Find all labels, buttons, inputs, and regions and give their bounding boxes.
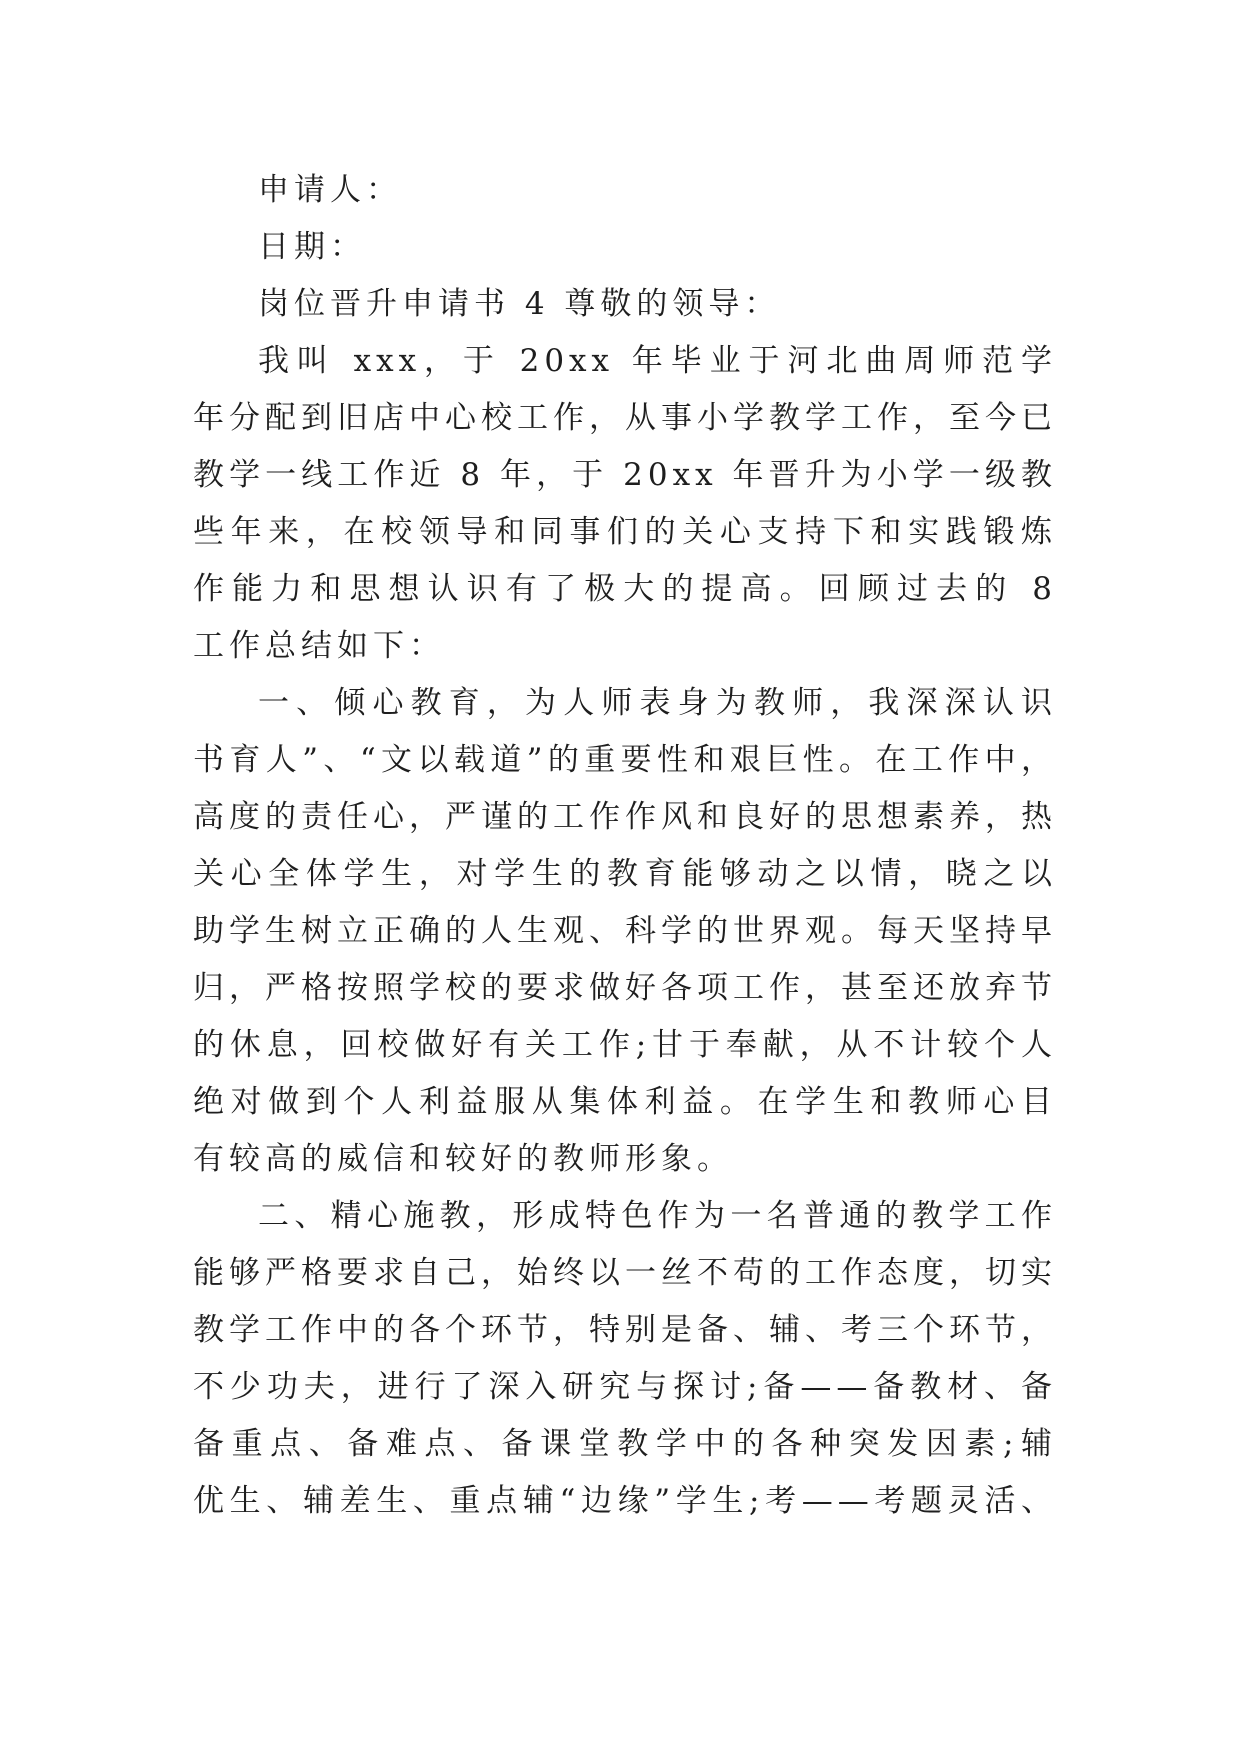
applicant-label: 申请人： xyxy=(258,172,402,208)
document-heading: 岗位晋升申请书 4 尊敬的领导： xyxy=(258,286,781,322)
paragraph-line: 二、精心施教，形成特色作为一名普通的教学工作 xyxy=(258,1198,1057,1234)
paragraph-section-two xyxy=(193,1188,1057,1530)
paragraph-line: 助学生树立正确的人生观、科学的世界观。每天坚持早 xyxy=(193,913,1057,949)
paragraph-line: 有较高的威信和较好的教师形象。 xyxy=(193,1141,733,1177)
paragraph-line: 作能力和思想认识有了极大的提高。回顾过去的 8 xyxy=(193,571,1057,607)
paragraph-line: 高度的责任心，严谨的工作作风和良好的思想素养，热 xyxy=(193,799,1057,835)
paragraph-line: 能够严格要求自己，始终以一丝不苟的工作态度，切实 xyxy=(193,1255,1057,1291)
paragraph-section-one xyxy=(193,675,1057,1188)
date-label: 日期： xyxy=(258,229,366,265)
paragraph-line: 教学一线工作近 8 年，于 20xx 年晋升为小学一级教 xyxy=(193,457,1057,493)
paragraph-line: 优生、辅差生、重点辅“边缘”学生;考——考题灵活、 xyxy=(193,1483,1057,1519)
paragraph-line: 关心全体学生，对学生的教育能够动之以情，晓之以 xyxy=(193,856,1057,892)
paragraph-line: 教学工作中的各个环节，特别是备、辅、考三个环节， xyxy=(193,1312,1057,1348)
paragraph-line: 我叫 xxx，于 20xx 年毕业于河北曲周师范学 xyxy=(258,343,1057,379)
document-body xyxy=(193,162,1057,1530)
paragraph-self-introduction xyxy=(193,333,1057,675)
paragraph-line: 书育人”、“文以载道”的重要性和艰巨性。在工作中， xyxy=(193,742,1057,778)
paragraph-line: 工作总结如下： xyxy=(193,628,445,664)
paragraph-line: 些年来，在校领导和同事们的关心支持下和实践锻炼 xyxy=(193,514,1057,550)
paragraph-line: 的休息，回校做好有关工作;甘于奉献，从不计较个人 xyxy=(193,1027,1057,1063)
paragraph-line: 绝对做到个人利益服从集体利益。在学生和教师心目 xyxy=(193,1084,1057,1120)
paragraph-line: 一、倾心教育，为人师表身为教师，我深深认识 xyxy=(258,685,1057,721)
paragraph-line: 不少功夫，进行了深入研究与探讨;备——备教材、备 xyxy=(193,1369,1057,1405)
paragraph-line: 归，严格按照学校的要求做好各项工作，甚至还放弃节 xyxy=(193,970,1057,1006)
paragraph-line: 年分配到旧店中心校工作，从事小学教学工作，至今已 xyxy=(193,400,1057,436)
paragraph-line: 备重点、备难点、备课堂教学中的各种突发因素;辅 xyxy=(193,1426,1057,1462)
